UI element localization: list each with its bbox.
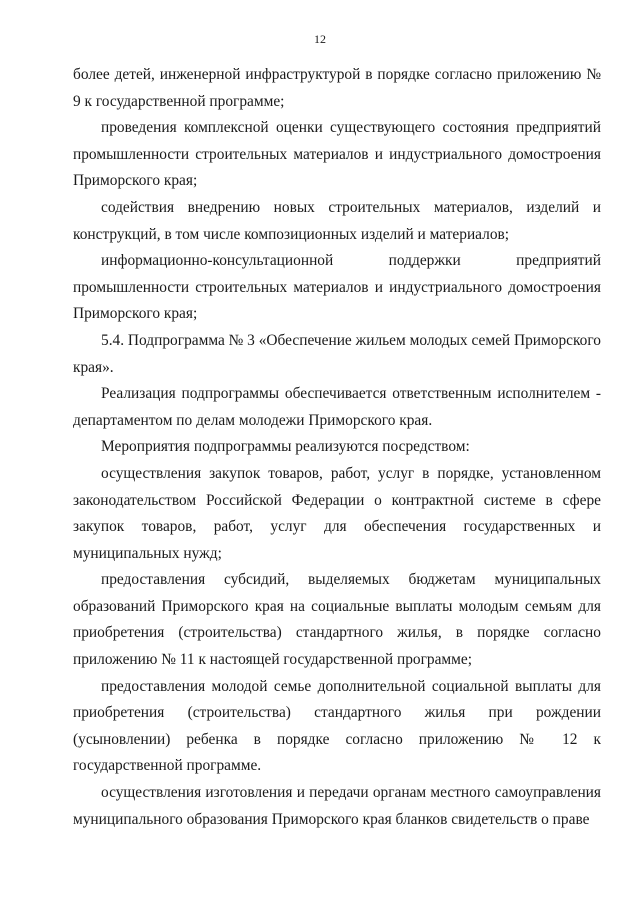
paragraph: осуществления изготовления и передачи органам местного самоуправления муниципального образования Приморского края бланков свидетельств о праве: [73, 784, 601, 828]
paragraph: предоставления молодой семье дополнительной социальной выплаты для приобретения (строительства) стандартного жилья при рождении (усыновлении) ребенка в порядке согласно приложению № 12 к государственной программе.: [73, 677, 601, 775]
paragraph: осуществления закупок товаров, работ, услуг в порядке, установленном законодательством Российской Федерации о контрактной системе в сфере закупок товаров, работ, услуг для обеспечения государственных и муниципальных нужд;: [73, 464, 601, 562]
paragraph: предоставления субсидий, выделяемых бюджетам муниципальных образований Приморского края на социальные выплаты молодым семьям для приобретения (строительства) стандартного жилья, в порядке согласно приложению № 11 к настоящей государственной программе;: [73, 571, 601, 669]
paragraph: информационно-консультационной поддержки предприятий промышленности строительных материалов и индустриального домостроения Приморского края;: [73, 252, 601, 323]
paragraph: Мероприятия подпрограммы реализуются посредством:: [101, 438, 470, 456]
page-number: 12: [314, 32, 326, 46]
paragraph: более детей, инженерной инфраструктурой в порядке согласно приложению № 9 к государственной программе;: [73, 66, 601, 110]
paragraph: Реализация подпрограммы обеспечивается ответственным исполнителем - департаментом по делам молодежи Приморского края.: [73, 385, 601, 429]
paragraph: проведения комплексной оценки существующего состояния предприятий промышленности строительных материалов и индустриального домостроения Приморского края;: [73, 119, 601, 190]
paragraph: содействия внедрению новых строительных материалов, изделий и конструкций, в том числе композиционных изделий и материалов;: [73, 198, 601, 243]
document-body: [73, 62, 601, 833]
subprogram-heading: 5.4. Подпрограмма № 3 «Обеспечение жильем молодых семей Приморского края».: [73, 331, 602, 376]
